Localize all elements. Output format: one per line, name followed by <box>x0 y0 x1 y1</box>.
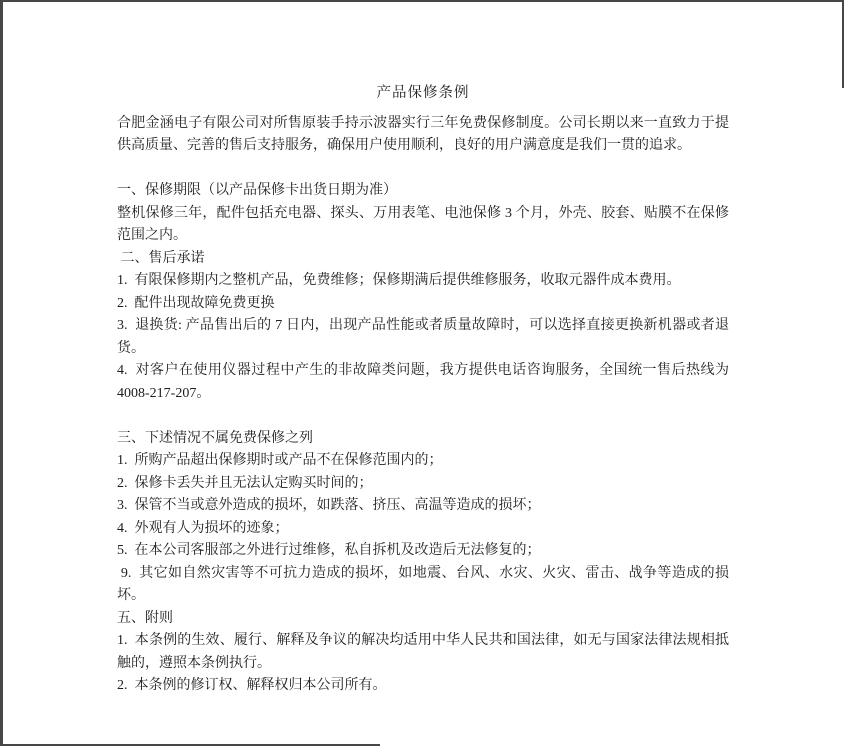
document-body <box>117 82 733 698</box>
section-heading: 一、保修期限（以产品保修卡出货日期为准） <box>117 183 397 198</box>
document-title: 产品保修条例 <box>376 85 470 101</box>
page-border-left <box>0 0 3 746</box>
paragraph: 3. 保管不当或意外造成的损坏，如跌落、挤压、高温等造成的损坏； <box>117 498 541 513</box>
paragraph: 9. 其它如自然灾害等不可抗力造成的损坏，如地震、台风、水灾、火灾、雷击、战争等造成的损坏。 <box>117 565 730 603</box>
section-heading: 二、售后承诺 <box>117 250 205 266</box>
paragraph: 2. 保修卡丢失并且无法认定购买时间的； <box>117 475 373 491</box>
page-border-top <box>0 0 844 2</box>
blank-line <box>117 405 729 428</box>
paragraph: 整机保修三年，配件包括充电器、探头、万用表笔、电池保修 3 个月，外壳、胶套、贴膜不在保修范围之内。 <box>117 205 729 243</box>
paragraph: 1. 有限保修期内之整机产品，免费维修；保修期满后提供维修服务，收取元器件成本费用。 <box>117 273 681 288</box>
paragraph: 3. 退换货: 产品售出后的 7 日内，出现产品性能或者质量故障时，可以选择直接更换新机器或者退货。 <box>117 318 729 356</box>
paragraph: 5. 在本公司客服部之外进行过维修，私自拆机及改造后无法修复的； <box>117 543 541 558</box>
paragraph: 4. 外观有人为损坏的迹象； <box>117 520 289 536</box>
blank-line <box>117 158 729 181</box>
paragraph: 合肥金涵电子有限公司对所售原装手持示波器实行三年免费保修制度。公司长期以来一直致力于提供高质量、完善的售后支持服务，确保用户使用顺利，良好的用户满意度是我们一贯的追求。 <box>117 115 729 153</box>
paragraph: 2. 配件出现故障免费更换 <box>117 295 275 311</box>
section-heading: 三、下述情况不属免费保修之列 <box>117 430 313 446</box>
paragraph: 2. 本条例的修订权、解释权归本公司所有。 <box>117 678 387 693</box>
paragraph: 1. 所购产品超出保修期时或产品不在保修范围内的； <box>117 453 443 468</box>
paragraph: 1. 本条例的生效、履行、解释及争议的解决均适用中华人民共和国法律，如无与国家法律法规相抵触的，遵照本条例执行。 <box>117 633 729 671</box>
paragraph: 4. 对客户在使用仪器过程中产生的非故障类问题，我方提供电话咨询服务，全国统一售后热线为 4008-217-207。 <box>117 363 733 401</box>
section-heading: 五、附则 <box>117 610 173 626</box>
